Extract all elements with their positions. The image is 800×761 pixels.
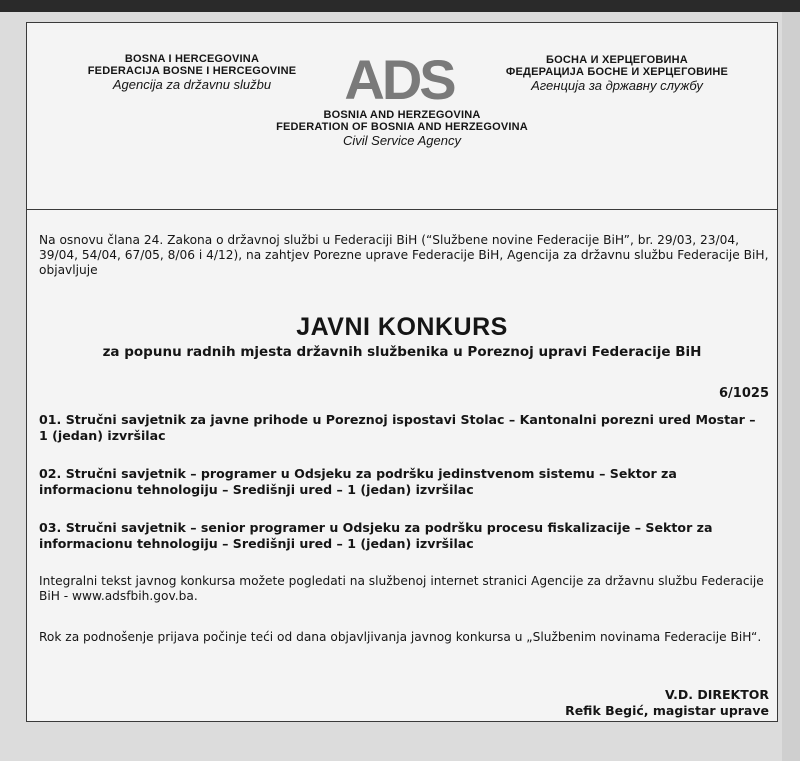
header-center-line2: FEDERATION OF BOSNIA AND HERZEGOVINA bbox=[276, 121, 528, 133]
header-left-block bbox=[57, 53, 327, 92]
header-center-block bbox=[217, 109, 587, 148]
header-right-line3: Агенција за државну службу bbox=[531, 78, 703, 93]
ads-logo: ADS bbox=[344, 48, 454, 111]
agency-header bbox=[27, 23, 777, 210]
public-notice bbox=[26, 22, 778, 722]
header-right-line2: ФЕДЕРАЦИЈА БОСНЕ И ХЕРЦЕГОВИНЕ bbox=[505, 66, 729, 78]
header-left-line3: Agencija za državnu službu bbox=[112, 77, 272, 92]
page-top-bar bbox=[0, 0, 800, 12]
signature-title: V.D. DIREKTOR bbox=[665, 687, 769, 702]
intro-paragraph: Na osnovu člana 24. Zakona o državnoj službi u Federaciji BiH (“Službene novine Federacije BiH”, br. 29/03, 23/04, 39/04, 54/04, 67/05, 8/06 i 4/12), na zahtjev Porezne uprave Federacije BiH, Agencija za državnu službu Federacije BiH, objavljuje bbox=[39, 233, 769, 277]
deadline-paragraph: Rok za podnošenje prijava počinje teći od dana objavljivanja javnog konkursa u „Službenim novinama Federacije BiH“. bbox=[39, 630, 762, 644]
header-center-line1: BOSNIA AND HERZEGOVINA bbox=[323, 109, 481, 121]
position-item: 01. Stručni savjetnik za javne prihode u Poreznoj ispostavi Stolac – Kantonalni porezni ured Mostar – 1 (jedan) izvršilac bbox=[39, 412, 756, 443]
position-item: 02. Stručni savjetnik – programer u Odsjeku za podršku jedinstvenom sistemu – Sektor za informacionu tehnologiju – Središnji ured – 1 (jedan) izvršilac bbox=[39, 466, 677, 497]
header-right-line1: БОСНА И ХЕРЦЕГОВИНА bbox=[546, 54, 688, 66]
header-left-line1: BOSNA I HERCEGOVINA bbox=[124, 53, 260, 65]
header-left-line2: FEDERACIJA BOSNE I HERCEGOVINE bbox=[87, 65, 297, 77]
reference-number: 6/1025 bbox=[719, 386, 769, 401]
signature-name: Refik Begić, magistar uprave bbox=[565, 703, 769, 718]
header-center-line3: Civil Service Agency bbox=[342, 133, 461, 148]
notice-subtitle: za popunu radnih mjesta državnih službenika u Poreznoj upravi Federacije BiH bbox=[102, 344, 702, 360]
info-paragraph: Integralni tekst javnog konkursa možete pogledati na službenoj internet stranici Agencije za državnu službu Federacije BiH - www.adsfbih.gov.ba. bbox=[39, 574, 764, 603]
header-right-block bbox=[467, 54, 767, 93]
notice-title: JAVNI KONKURS bbox=[296, 313, 508, 341]
page-right-strip bbox=[782, 12, 800, 761]
position-item: 03. Stručni savjetnik – senior programer u Odsjeku za podršku procesu fiskalizacije – Sektor za informacionu tehnologiju – Središnji ured – 1 (jedan) izvršilac bbox=[39, 520, 713, 551]
